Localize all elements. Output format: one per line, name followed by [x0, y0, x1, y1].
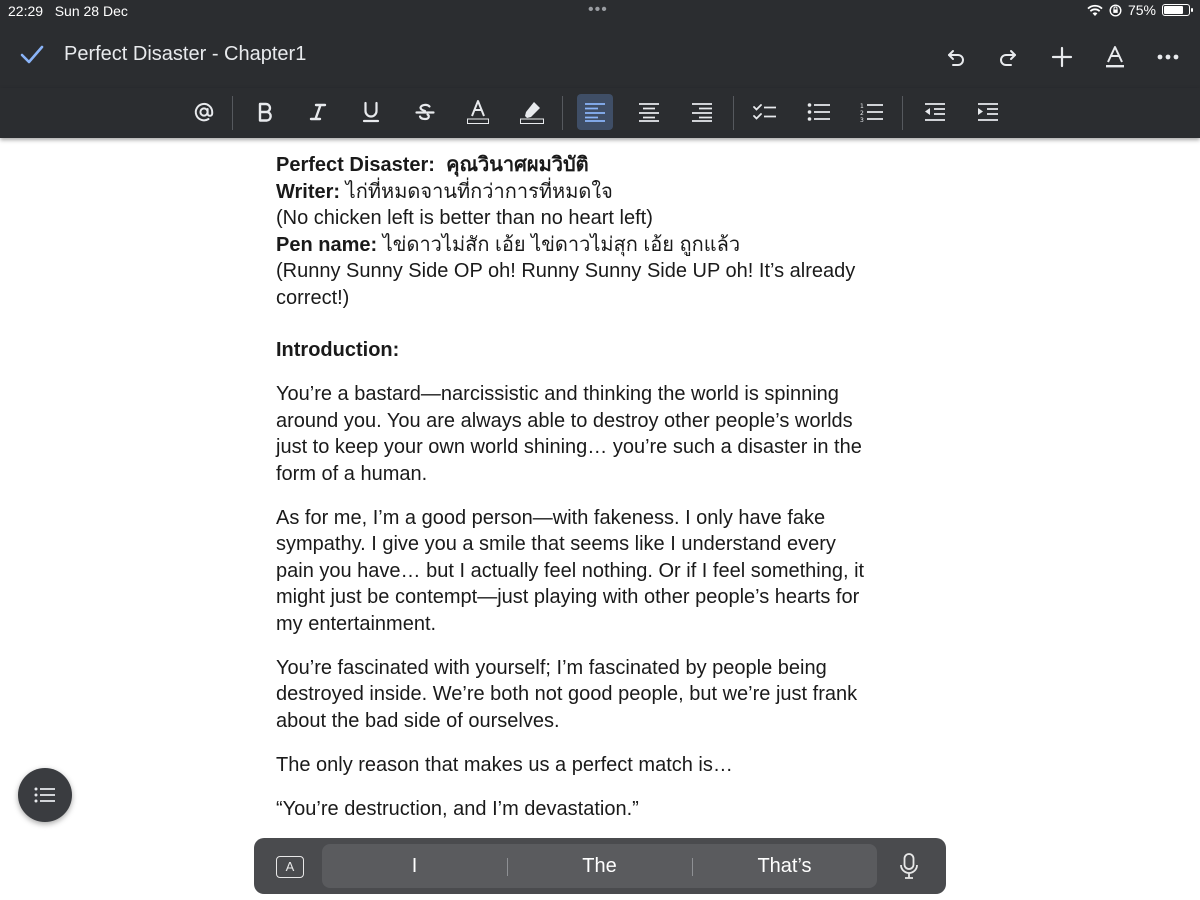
- status-bar: [0, 0, 1200, 22]
- orientation-lock-icon: [1109, 4, 1122, 17]
- battery-percent: 75%: [1127, 2, 1156, 18]
- suggestion-1[interactable]: I: [411, 855, 418, 877]
- toolbar-divider: [902, 96, 903, 130]
- undo-button[interactable]: [939, 40, 973, 74]
- undo-icon: [945, 46, 967, 68]
- toolbar-divider: [562, 96, 563, 130]
- wifi-icon: [1087, 4, 1103, 17]
- text-color-button[interactable]: [460, 94, 496, 130]
- svg-text:2: 2: [860, 110, 864, 117]
- toolbar-divider: [232, 96, 233, 130]
- doc-title-thai: คุณวินาศผมวิบัติ: [446, 154, 589, 176]
- document-body[interactable]: [276, 152, 876, 822]
- numbered-list-icon: [860, 102, 884, 122]
- decrease-indent-icon: [924, 102, 946, 122]
- checklist-icon: [753, 102, 777, 122]
- body-paragraph: As for me, I’m a good person—with fakeness. I only have fake sympathy. I give you a smile that seems like I understand every pain you have… but I actually feel nothing. Or if I feel something, it might just be contempt—just playing with other people’s hearts for my entertainment.: [276, 506, 865, 635]
- align-right-button[interactable]: [684, 94, 720, 130]
- toolbar-divider: [733, 96, 734, 130]
- status-right: [1087, 2, 1190, 18]
- italic-button[interactable]: [300, 94, 336, 130]
- body-paragraph: The only reason that makes us a perfect match is…: [276, 753, 733, 776]
- keyboard-toggle-button[interactable]: A: [276, 856, 304, 878]
- suggestion-3[interactable]: That’s: [757, 855, 812, 877]
- doc-title-label: Perfect Disaster:: [276, 154, 435, 176]
- pen-name-line: [276, 232, 876, 259]
- bulleted-list-icon: [807, 102, 831, 122]
- multitasking-dots-icon[interactable]: •••: [588, 1, 608, 18]
- highlighter-icon: [519, 99, 545, 125]
- redo-icon: [997, 46, 1019, 68]
- writer-label: Writer:: [276, 180, 341, 203]
- document-title[interactable]: Perfect Disaster - Chapter1: [64, 43, 307, 65]
- checklist-button[interactable]: [747, 94, 783, 130]
- align-left-button[interactable]: [577, 94, 613, 130]
- pen-name-label: Pen name:: [276, 233, 378, 256]
- text-color-icon: [466, 99, 490, 125]
- numbered-list-button[interactable]: [854, 94, 890, 130]
- doc-title-line: [276, 152, 876, 179]
- increase-indent-button[interactable]: [970, 94, 1006, 130]
- body-paragraph: You’re fascinated with yourself; I’m fascinated by people being destroyed inside. We’re both not good people, but we’re just frank about the bad side of ourselves.: [276, 656, 858, 732]
- strikethrough-button[interactable]: [407, 94, 443, 130]
- svg-text:1: 1: [860, 103, 864, 110]
- insert-button[interactable]: [1045, 40, 1079, 74]
- align-right-icon: [691, 102, 713, 122]
- done-check-icon[interactable]: [18, 42, 46, 68]
- title-bar: [0, 22, 1200, 88]
- mention-button[interactable]: [186, 94, 222, 130]
- bold-button[interactable]: [247, 94, 283, 130]
- increase-indent-icon: [977, 102, 999, 122]
- underline-button[interactable]: [353, 94, 389, 130]
- writer-value: ไก่ที่หมดจานที่กว่าการที่หมดใจ: [345, 180, 613, 203]
- predictive-text-bar: [254, 838, 946, 894]
- microphone-icon[interactable]: [898, 852, 920, 880]
- body-paragraph: “You’re destruction, and I’m devastation.”: [276, 797, 639, 820]
- underline-icon: [362, 101, 380, 123]
- text-format-button[interactable]: [1098, 40, 1132, 74]
- align-left-icon: [584, 102, 606, 122]
- align-center-icon: [638, 102, 660, 122]
- writer-line: [276, 179, 876, 206]
- pen-name-translation: (Runny Sunny Side OP oh! Runny Sunny Side UP oh! It’s already correct!): [276, 260, 856, 309]
- more-options-button[interactable]: [1151, 40, 1185, 74]
- highlight-color-button[interactable]: [514, 94, 550, 130]
- redo-button[interactable]: [991, 40, 1025, 74]
- bold-icon: [256, 102, 274, 122]
- italic-icon: [309, 102, 327, 122]
- document-outline-button[interactable]: [18, 768, 72, 822]
- suggestion-area: [322, 844, 877, 888]
- format-toolbar: [0, 88, 1200, 138]
- pen-name-value: ไข่ดาวไม่สัก เอ้ย ไข่ดาวไม่สุก เอ้ย ถูกแล้ว: [382, 233, 741, 256]
- outline-list-icon: [34, 786, 56, 804]
- suggestion-2[interactable]: The: [582, 855, 617, 877]
- body-paragraph: You’re a bastard—narcissistic and thinking the world is spinning around you. You are always able to destroy other people’s worlds just to keep your own world shining… you’re such a disaster in the form of a human.: [276, 383, 862, 485]
- decrease-indent-button[interactable]: [917, 94, 953, 130]
- intro-heading: Introduction:: [276, 339, 400, 361]
- at-sign-icon: [193, 101, 215, 123]
- align-center-button[interactable]: [631, 94, 667, 130]
- more-dots-icon: [1157, 53, 1179, 61]
- text-format-icon: [1104, 45, 1126, 69]
- strikethrough-icon: [415, 102, 435, 122]
- battery-icon: [1162, 4, 1190, 16]
- status-time-date: 22:29 Sun 28 Dec: [8, 3, 128, 19]
- svg-text:3: 3: [860, 117, 864, 122]
- bulleted-list-button[interactable]: [801, 94, 837, 130]
- plus-icon: [1051, 46, 1073, 68]
- writer-translation: (No chicken left is better than no heart left): [276, 207, 653, 229]
